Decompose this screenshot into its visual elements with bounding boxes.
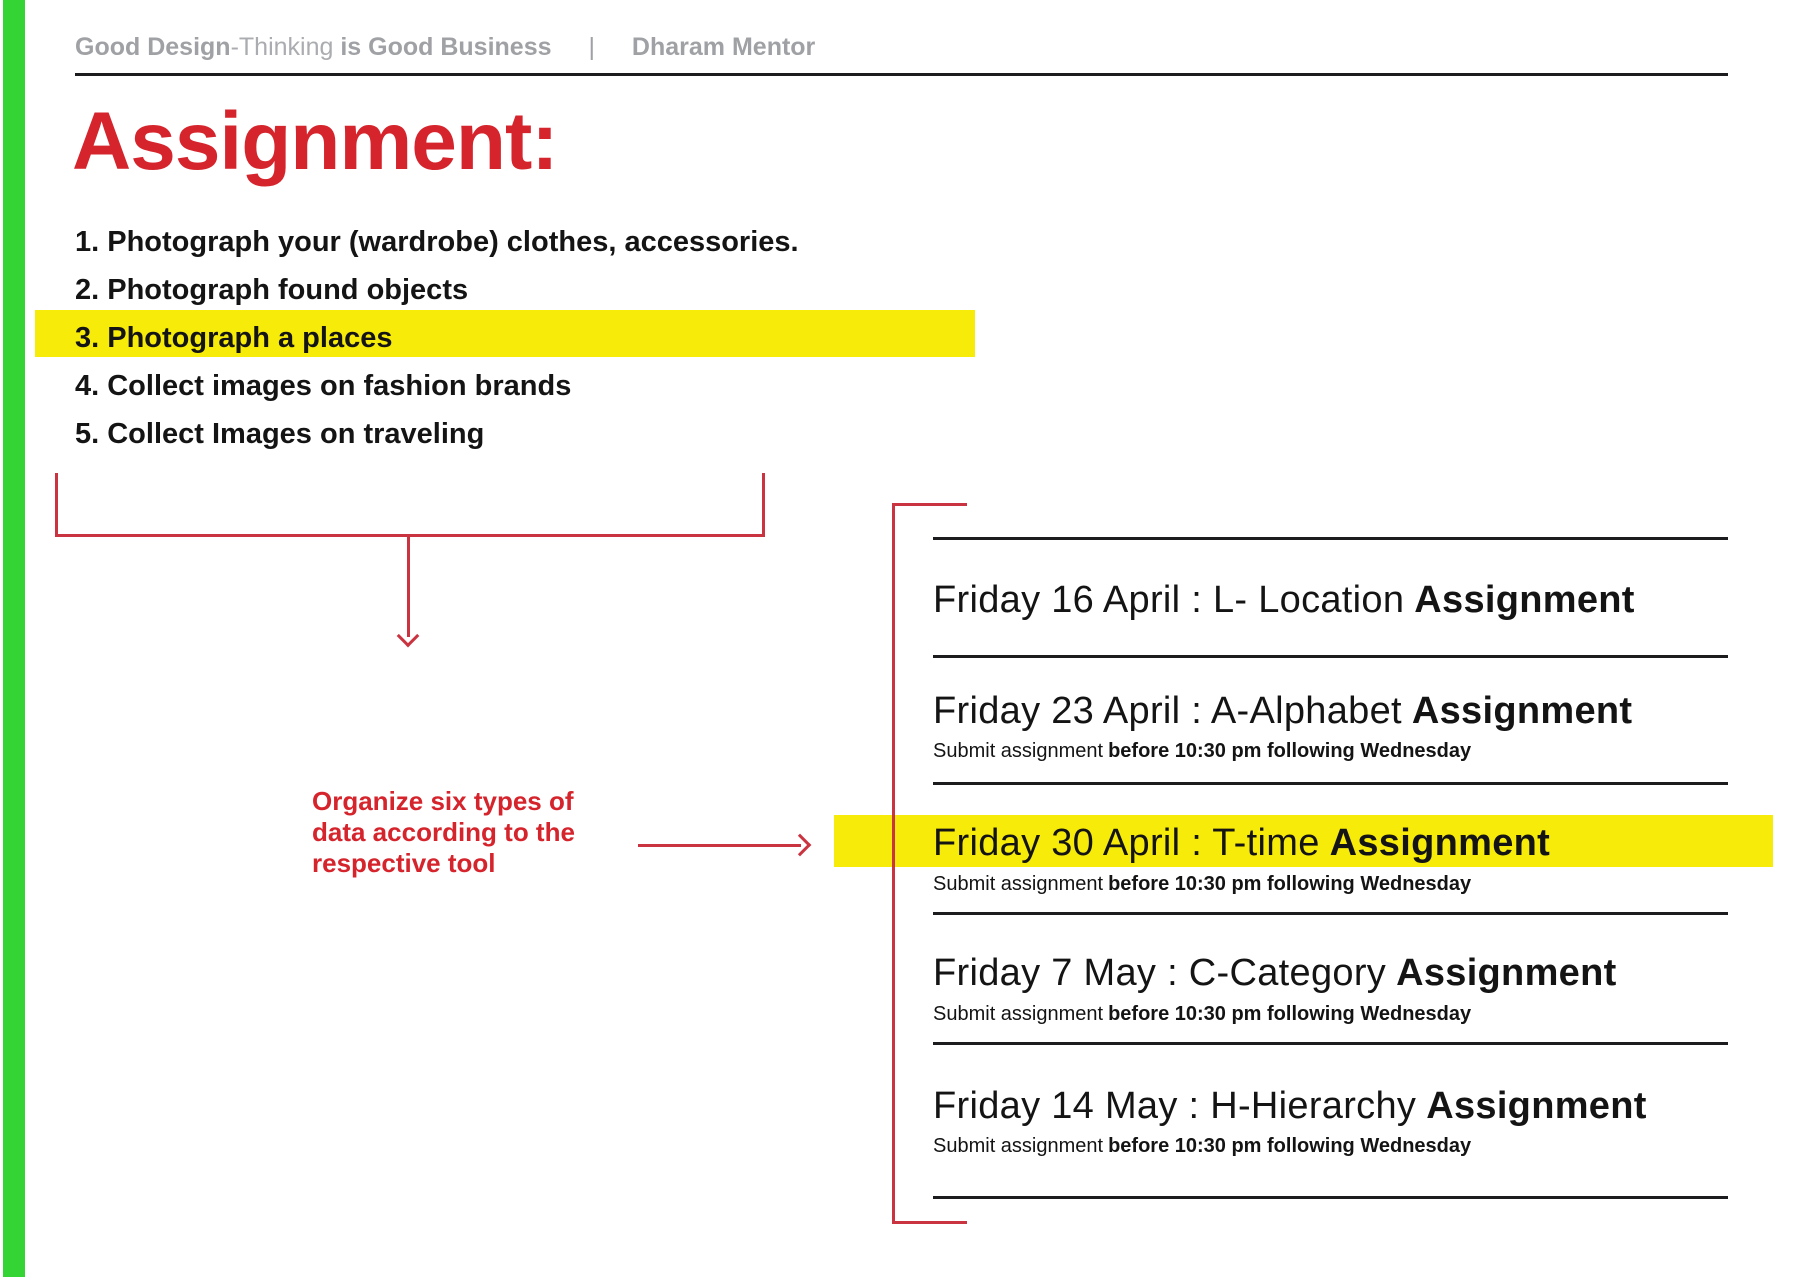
schedule-separator-5 bbox=[933, 1042, 1728, 1045]
green-accent-bar bbox=[3, 0, 25, 1277]
schedule-entry-2-date: Friday 23 April : A-Alphabet bbox=[933, 690, 1402, 732]
right-arrow-line bbox=[638, 844, 801, 847]
schedule-entry-4-title bbox=[933, 951, 1617, 995]
annotation-line-3: respective tool bbox=[312, 848, 496, 878]
header bbox=[75, 33, 815, 62]
schedule-connector-bottom-line bbox=[892, 1221, 967, 1224]
schedule-separator-3 bbox=[933, 782, 1728, 785]
header-rule bbox=[75, 73, 1728, 76]
schedule-entry-4-date: Friday 7 May : C-Category bbox=[933, 952, 1387, 994]
down-arrow-line bbox=[407, 537, 410, 637]
list-item-2: 2. Photograph found objects bbox=[75, 274, 469, 306]
schedule-entry-5-submit-note bbox=[933, 1134, 1471, 1159]
schedule-entry-4-emphasis: Assignment bbox=[1396, 952, 1617, 994]
page-title: Assignment: bbox=[72, 96, 558, 187]
submit-prefix: Submit assignment bbox=[933, 740, 1104, 762]
schedule-entry-3-date: Friday 30 April : T-time bbox=[933, 822, 1320, 864]
schedule-entry-4-submit-note bbox=[933, 1002, 1471, 1027]
header-brand-bold-2: is Good Business bbox=[340, 33, 552, 61]
schedule-entry-3-title bbox=[933, 821, 1550, 865]
schedule-connector-vertical-line bbox=[892, 503, 895, 1224]
header-brand-bold-1: Good Design bbox=[75, 33, 231, 61]
submit-deadline: before 10:30 pm following Wednesday bbox=[1108, 1135, 1472, 1157]
schedule-entry-5-title bbox=[933, 1084, 1647, 1128]
schedule-separator-6 bbox=[933, 1196, 1728, 1199]
submit-prefix: Submit assignment bbox=[933, 1135, 1104, 1157]
schedule-separator-4 bbox=[933, 912, 1728, 915]
annotation-line-2: data according to the bbox=[312, 817, 575, 847]
down-arrow-head-icon bbox=[397, 625, 420, 648]
schedule-separator-1 bbox=[933, 537, 1728, 540]
header-divider: | bbox=[588, 33, 595, 61]
submit-deadline: before 10:30 pm following Wednesday bbox=[1108, 740, 1472, 762]
submit-deadline: before 10:30 pm following Wednesday bbox=[1108, 873, 1472, 895]
right-arrow-head-icon bbox=[789, 834, 812, 857]
list-item-1: 1. Photograph your (wardrobe) clothes, accessories. bbox=[75, 226, 799, 258]
list-item-4: 4. Collect images on fashion brands bbox=[75, 370, 572, 402]
schedule-entry-2-submit-note bbox=[933, 739, 1471, 764]
bracket-right-line bbox=[762, 473, 765, 537]
schedule-entry-5-date: Friday 14 May : H-Hierarchy bbox=[933, 1085, 1417, 1127]
schedule-entry-2-title bbox=[933, 689, 1632, 733]
submit-prefix: Submit assignment bbox=[933, 873, 1104, 895]
schedule-entry-1-title bbox=[933, 578, 1635, 622]
list-item-5: 5. Collect Images on traveling bbox=[75, 418, 485, 450]
schedule-entry-3-submit-note bbox=[933, 872, 1471, 897]
schedule-connector-top-line bbox=[892, 503, 967, 506]
schedule-entry-1-date: Friday 16 April : L- Location bbox=[933, 579, 1405, 621]
list-item-3: 3. Photograph a places bbox=[75, 322, 393, 354]
annotation-line-1: Organize six types of bbox=[312, 786, 574, 816]
schedule-separator-2 bbox=[933, 655, 1728, 658]
bracket-left-line bbox=[55, 473, 58, 537]
schedule-entry-2-emphasis: Assignment bbox=[1411, 690, 1633, 732]
bracket-bottom-line bbox=[55, 534, 765, 537]
schedule-entry-5-emphasis: Assignment bbox=[1426, 1085, 1647, 1127]
submit-deadline: before 10:30 pm following Wednesday bbox=[1108, 1003, 1472, 1025]
submit-prefix: Submit assignment bbox=[933, 1003, 1104, 1025]
annotation-text bbox=[312, 786, 575, 879]
schedule-entry-1-emphasis: Assignment bbox=[1414, 579, 1635, 621]
header-brand-light: -Thinking bbox=[230, 33, 334, 61]
header-author: Dharam Mentor bbox=[631, 33, 816, 61]
schedule-entry-3-emphasis: Assignment bbox=[1329, 822, 1551, 864]
